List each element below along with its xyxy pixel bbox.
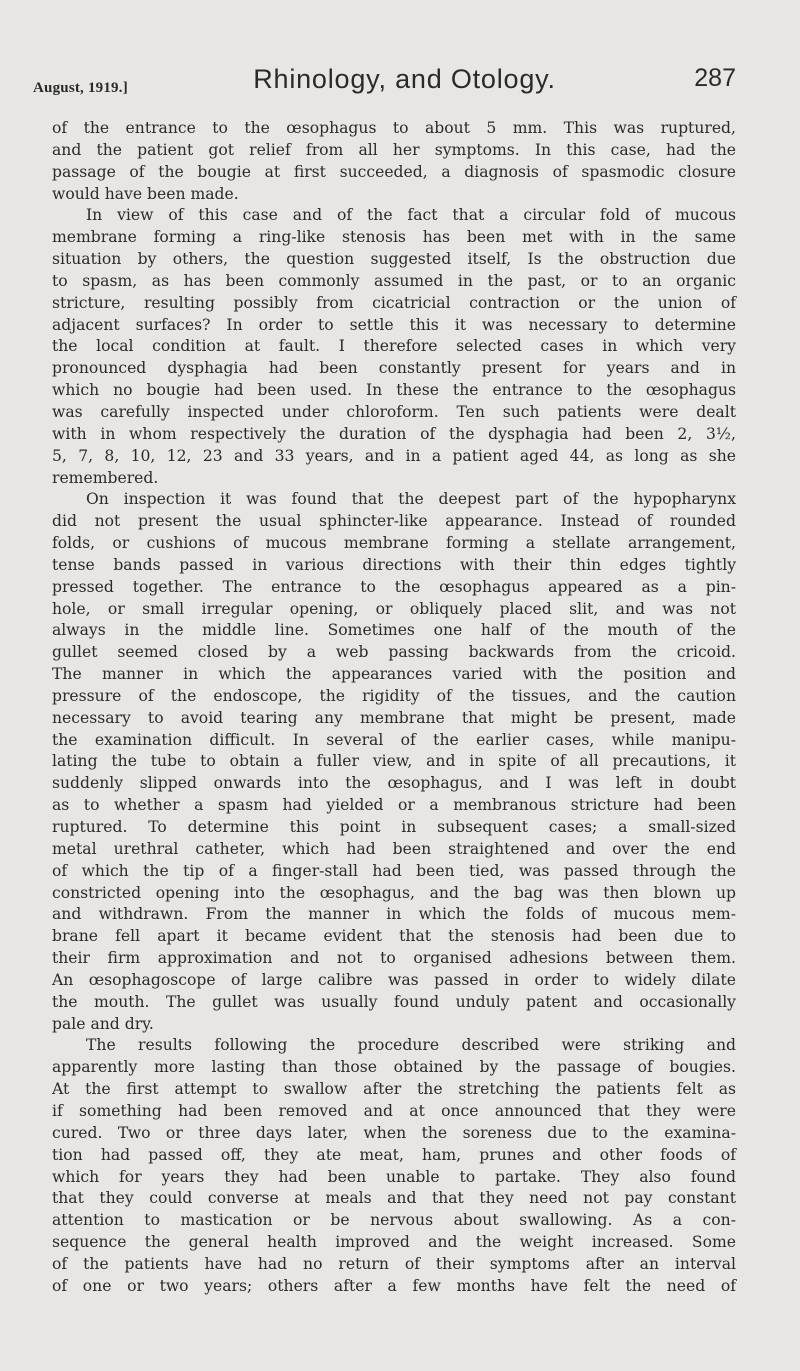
page-number: 287 xyxy=(694,64,736,92)
text-line: their firm approximation and not to organised adhesions between them. xyxy=(52,949,736,968)
text-line: At the first attempt to swallow after the stretching the patients felt as xyxy=(52,1080,736,1099)
text-line: sequence the general health improved and the weight increased. Some xyxy=(52,1233,736,1252)
text-line: if something had been removed and at once announced that they were xyxy=(52,1101,736,1120)
text-line: as to whether a spasm had yielded or a membranous stricture had been xyxy=(52,796,736,815)
text-line: tion had passed off, they ate meat, ham, prunes and other foods of xyxy=(52,1145,736,1164)
paragraph xyxy=(52,489,736,1035)
text-line: pressed together. The entrance to the œsophagus appeared as a pin- xyxy=(52,577,736,596)
text-line: cured. Two or three days later, when the soreness due to the examina- xyxy=(52,1123,736,1142)
text-line: the local condition at fault. I therefore selected cases in which very xyxy=(52,337,736,356)
text-line: always in the middle line. Sometimes one half of the mouth of the xyxy=(52,621,736,640)
text-line: folds, or cushions of mucous membrane forming a stellate arrangement, xyxy=(52,534,736,553)
text-line: situation by others, the question suggested itself, Is the obstruction due xyxy=(52,250,736,269)
text-line: remembered. xyxy=(52,468,159,487)
text-line: An œsophagoscope of large calibre was passed in order to widely dilate xyxy=(52,970,736,989)
text-line: would have been made. xyxy=(52,184,239,203)
text-line: to spasm, as has been commonly assumed in the past, or to an organic xyxy=(52,271,736,290)
text-line: suddenly slipped onwards into the œsophagus, and I was left in doubt xyxy=(52,774,736,793)
text-line: On inspection it was found that the deepest part of the hypopharynx xyxy=(86,490,736,509)
text-line: pressure of the endoscope, the rigidity of the tissues, and the caution xyxy=(52,686,736,705)
header-title: Rhinology, and Otology. xyxy=(253,64,556,94)
header-date: August, 1919.] xyxy=(33,80,128,96)
text-line: passage of the bougie at first succeeded, a diagnosis of spasmodic closure xyxy=(52,162,736,181)
text-line: and withdrawn. From the manner in which the folds of mucous mem- xyxy=(52,905,736,924)
text-line: necessary to avoid tearing any membrane that might be present, made xyxy=(52,708,736,727)
text-line: brane fell apart it became evident that the stenosis had been due to xyxy=(52,927,736,946)
text-line: of which the tip of a finger-stall had been tied, was passed through the xyxy=(52,861,736,880)
text-line: and the patient got relief from all her symptoms. In this case, had the xyxy=(52,140,736,159)
text-line: hole, or small irregular opening, or obliquely placed slit, and was not xyxy=(52,599,736,618)
text-line: adjacent surfaces? In order to settle this it was necessary to determine xyxy=(52,315,736,334)
text-line: metal urethral catheter, which had been straightened and over the end xyxy=(52,839,736,858)
text-line: which no bougie had been used. In these the entrance to the œsophagus xyxy=(52,381,736,400)
text-line: constricted opening into the œsophagus, and the bag was then blown up xyxy=(52,883,736,902)
text-line: stricture, resulting possibly from cicatricial contraction or the union of xyxy=(52,293,736,312)
text-line: with in whom respectively the duration of the dysphagia had been 2, 3½, xyxy=(52,424,736,443)
text-line: The manner in which the appearances varied with the position and xyxy=(52,665,736,684)
running-header xyxy=(33,62,736,102)
text-line: pronounced dysphagia had been constantly present for years and in xyxy=(52,359,736,378)
text-line: pale and dry. xyxy=(52,1014,154,1033)
paragraph xyxy=(52,205,736,489)
text-line: apparently more lasting than those obtained by the passage of bougies. xyxy=(52,1058,736,1077)
text-line: gullet seemed closed by a web passing backwards from the cricoid. xyxy=(52,643,736,662)
text-line: 5, 7, 8, 10, 12, 23 and 33 years, and in a patient aged 44, as long as she xyxy=(52,446,736,465)
text-line: which for years they had been unable to partake. They also found xyxy=(52,1167,736,1186)
text-line: tense bands passed in various directions with their thin edges tightly xyxy=(52,555,736,574)
paragraph xyxy=(52,1035,736,1297)
text-line: In view of this case and of the fact that a circular fold of mucous xyxy=(86,206,736,225)
text-line: of the patients have had no return of their symptoms after an interval xyxy=(52,1254,736,1273)
paragraph xyxy=(52,118,736,205)
text-line: lating the tube to obtain a fuller view, and in spite of all precautions, it xyxy=(52,752,736,771)
text-line: The results following the procedure described were striking and xyxy=(86,1036,736,1055)
text-line: the mouth. The gullet was usually found unduly patent and occasionally xyxy=(52,992,736,1011)
text-line: did not present the usual sphincter-like appearance. Instead of rounded xyxy=(52,512,736,531)
text-line: membrane forming a ring-like stenosis has been met with in the same xyxy=(52,228,736,247)
text-line: was carefully inspected under chloroform. Ten such patients were dealt xyxy=(52,402,736,421)
text-line: attention to mastication or be nervous about swallowing. As a con- xyxy=(52,1211,736,1230)
text-line: of one or two years; others after a few months have felt the need of xyxy=(52,1276,736,1295)
text-line: that they could converse at meals and that they need not pay constant xyxy=(52,1189,736,1208)
text-line: of the entrance to the œsophagus to about 5 mm. This was ruptured, xyxy=(52,119,736,137)
text-line: the examination difficult. In several of the earlier cases, while manipu- xyxy=(52,730,736,749)
text-line: ruptured. To determine this point in subsequent cases; a small-sized xyxy=(52,818,736,836)
body-text xyxy=(52,118,736,1298)
